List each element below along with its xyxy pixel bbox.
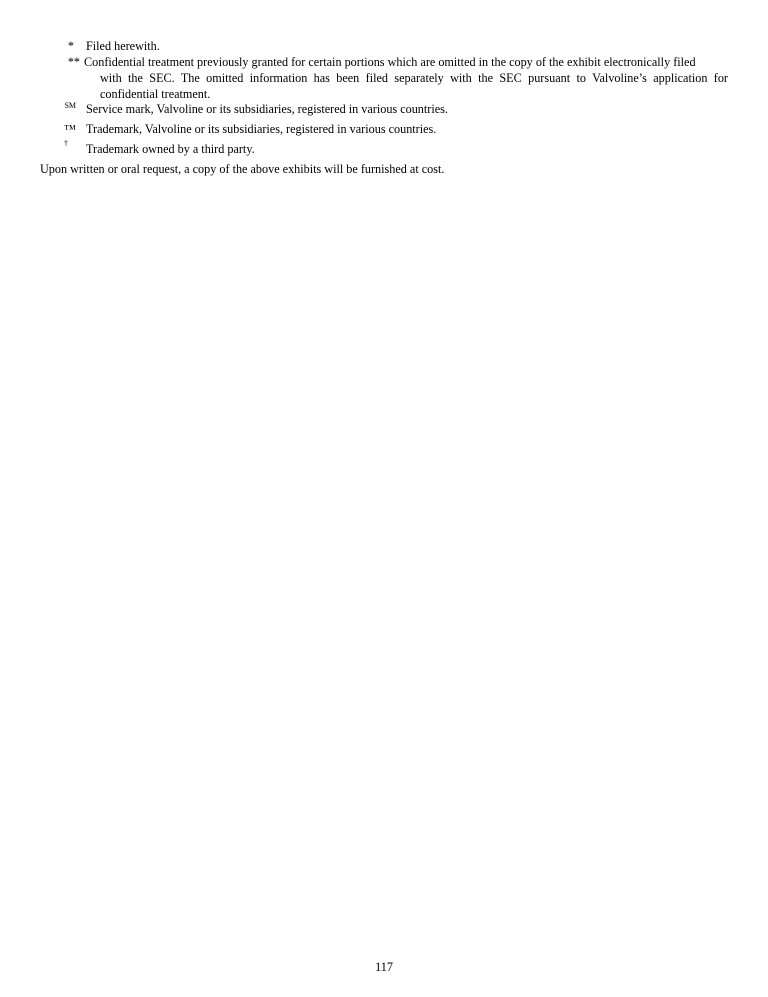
- footnote-text: Trademark owned by a third party.: [86, 142, 255, 156]
- dagger-symbol: †: [64, 139, 68, 148]
- footnote-marker-asterisk: *: [67, 39, 74, 53]
- footnote-text: Service mark, Valvoline or its subsidiaries, registered in various countries.: [86, 102, 448, 116]
- footnote-text: Trademark, Valvoline or its subsidiaries, registered in various countries.: [86, 122, 437, 136]
- trademark-symbol: ™: [64, 122, 76, 136]
- service-mark-symbol: SM: [64, 101, 76, 110]
- page-number: 117: [375, 960, 393, 974]
- exhibit-request-note: Upon written or oral request, a copy of the above exhibits will be furnished at cost.: [40, 162, 445, 176]
- footnote-marker-double-asterisk: **: [67, 55, 80, 69]
- footnote-text: Filed herewith.: [86, 39, 160, 53]
- footnote-text-line-1: Confidential treatment previously granted for certain portions which are omitted in the copy of the exhibit electronically filed: [84, 55, 696, 69]
- footnote-text-continuation: with the SEC. The omitted information has been filed separately with the SEC pursuant to Valvoline’s application for confidential treatment.: [100, 71, 728, 101]
